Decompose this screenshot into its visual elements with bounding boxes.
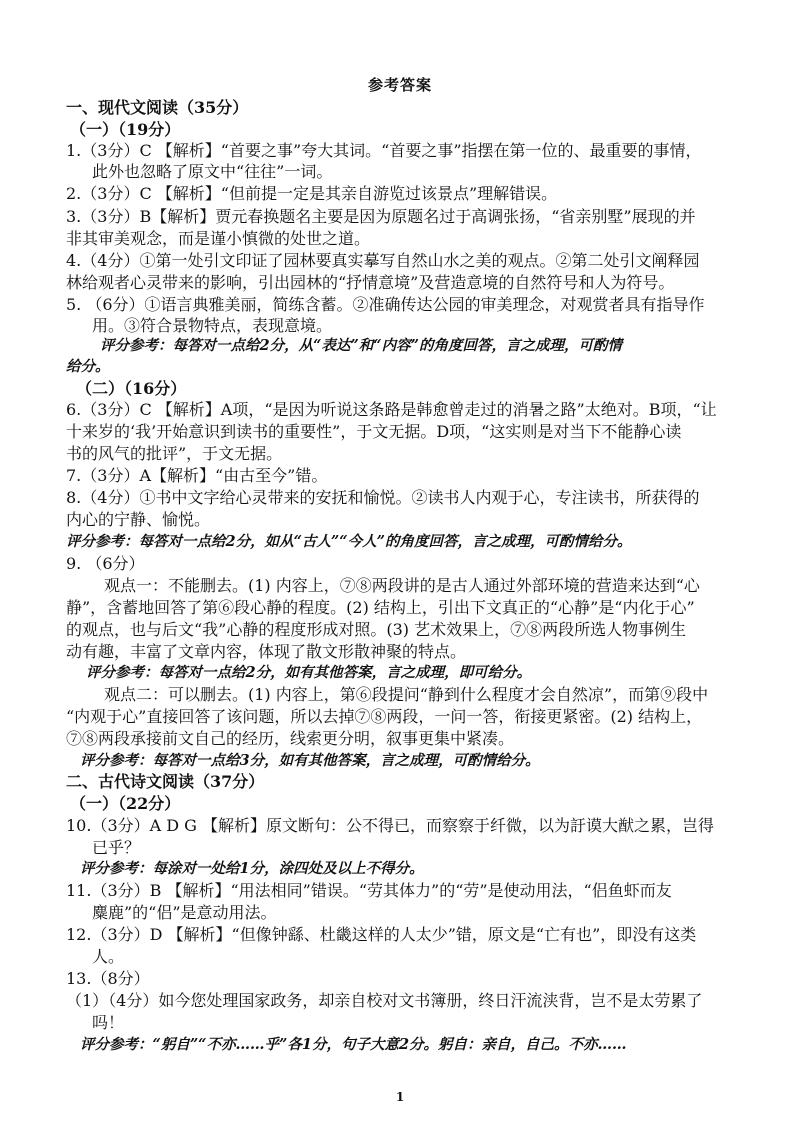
answer-line: 用。③符合景物特点，表现意境。 [92,316,333,335]
answer-line: 12.（3分）D 【解析】“但像钟繇、杜畿这样的人太少”错，原文是“亡有也”，即没有这类 [66,925,697,944]
answer-line: 书的风气的批评”，于文无据。 [66,444,283,463]
answer-line: 9. （6分） [66,554,145,573]
answer-line: 的观点，也与后文“我”心静的程度形成对照。(3) 艺术效果上，⑦⑧两段所选人物事例生 [66,620,687,639]
section-heading: 二、古代诗文阅读（37分） [66,772,265,791]
page-number: 1 [395,1090,405,1104]
answer-line: 10.（3分）A D G 【解析】原文断句：公不得已，而察察于纤微，以为訏谟大猷之累，岂得 [66,816,715,835]
answer-line: 1.（3分）C 【解析】“首要之事”夸大其词。“首要之事”指摆在第一位的、最重要的事情， [66,141,702,160]
subsection-heading: （二）（16分） [76,379,187,398]
answer-line: 静”，含蓄地回答了第⑥段心静的程度。(2) 结构上，引出下文真正的“心静”是“内化于心” [66,598,695,617]
scoring-note: 评分参考：每涂对一处给1分，涂四处及以上不得分。 [80,860,424,877]
answer-line: 吗！ [92,1013,125,1032]
answer-line: 已乎？ [92,838,141,857]
answer-line: 2.（3分）C 【解析】“但前提一定是其亲自游览过该景点”理解错误。 [66,184,558,203]
answer-line: ⑦⑧两段承接前文自己的经历，线索更分明，叙事更集中紧凑。 [66,729,515,748]
scoring-note: 评分参考：每答对一点给3分，如有其他答案，言之成理，可酌情给分。 [80,752,540,769]
page-title: 参考答案 [367,76,432,94]
answer-line: “内观于心”直接回答了该问题，所以去掉⑦⑧两段，一问一答，衔接更紧密。(2) 结构上， [66,707,703,726]
answer-line: 8.（4分）①书中文字给心灵带来的安抚和愉悦。②读书人内观于心，专注读书，所获得的 [66,488,700,507]
answer-line: 13.（8分） [66,969,150,988]
answer-line: 3.（3分）B【解析】贾元春换题名主要是因为原题名过于高调张扬，“省亲别墅”展现的并 [66,207,696,226]
answer-line: 人。 [92,947,125,966]
scoring-note: 评分参考：“躬自”“不亦……乎”各1分，句子大意2分。躬自：亲自，自己。不亦…… [80,1036,627,1053]
answer-line: 4.（4分）①第一处引文印证了园林要真实摹写自然山水之美的观点。②第二处引文阐释园 [66,251,700,270]
answer-line: 此外也忽略了原文中“往往”一词。 [92,162,333,181]
answer-line: 6.（3分）C 【解析】A项，“是因为听说这条路是韩愈曾走过的消暑之路”太绝对。B项，“让 [66,400,717,419]
answer-line: 观点二：可以删去。(1) 内容上，第⑥段提问“静到什么程度才会自然凉”，而第⑨段中 [104,685,709,704]
answer-line: 麋鹿”的“侣”是意动用法。 [92,903,277,922]
subsection-heading: （一）（19分） [70,120,181,139]
answer-line: 5. （6分）①语言典雅美丽，简练含蓄。②准确传达公园的审美理念，对观赏者具有指导作 [66,295,705,314]
scoring-note: 给分。 [66,358,110,375]
scoring-note: 评分参考：每答对一点给2分，从“表达”和“内容”的角度回答，言之成理，可酌情 [100,337,622,354]
answer-line: 十来岁的‘我’开始意识到读书的重要性”，于文无据。D项，“这实则是对当下不能静心读 [66,422,682,441]
answer-line: 林给观者心灵带来的影响，引出园林的“抒情意境”及营造意境的自然符号和人为符号。 [66,273,675,292]
scoring-note: 评分参考：每答对一点给2分，如从“古人”“今人”的角度回答，言之成理，可酌情给分。 [66,533,632,550]
answer-line: （1）（4分）如今您处理国家政务，却亲自校对文书簿册，终日汗流浃背，岂不是太劳累了 [66,991,703,1010]
scoring-note: 评分参考：每答对一点给2分，如有其他答案，言之成理，即可给分。 [86,664,532,681]
answer-line: 非其审美观念，而是谨小慎微的处世之道。 [66,229,371,248]
answer-line: 观点一：不能删去。(1) 内容上，⑦⑧两段讲的是古人通过外部环境的营造来达到“心 [104,576,700,595]
answer-line: 动有趣，丰富了文章内容，体现了散文形散神聚的特点。 [66,642,467,661]
subsection-heading: （一）（22分） [70,794,181,813]
answer-line: 7.（3分）A【解析】“由古至今”错。 [66,466,328,485]
answer-line: 11.（3分）B 【解析】“用法相同”错误。“劳其体力”的“劳”是使动用法，“侣鱼虾而友 [66,881,672,900]
answer-line: 内心的宁静、愉悦。 [66,510,211,529]
section-heading: 一、现代文阅读（35分） [66,98,249,117]
